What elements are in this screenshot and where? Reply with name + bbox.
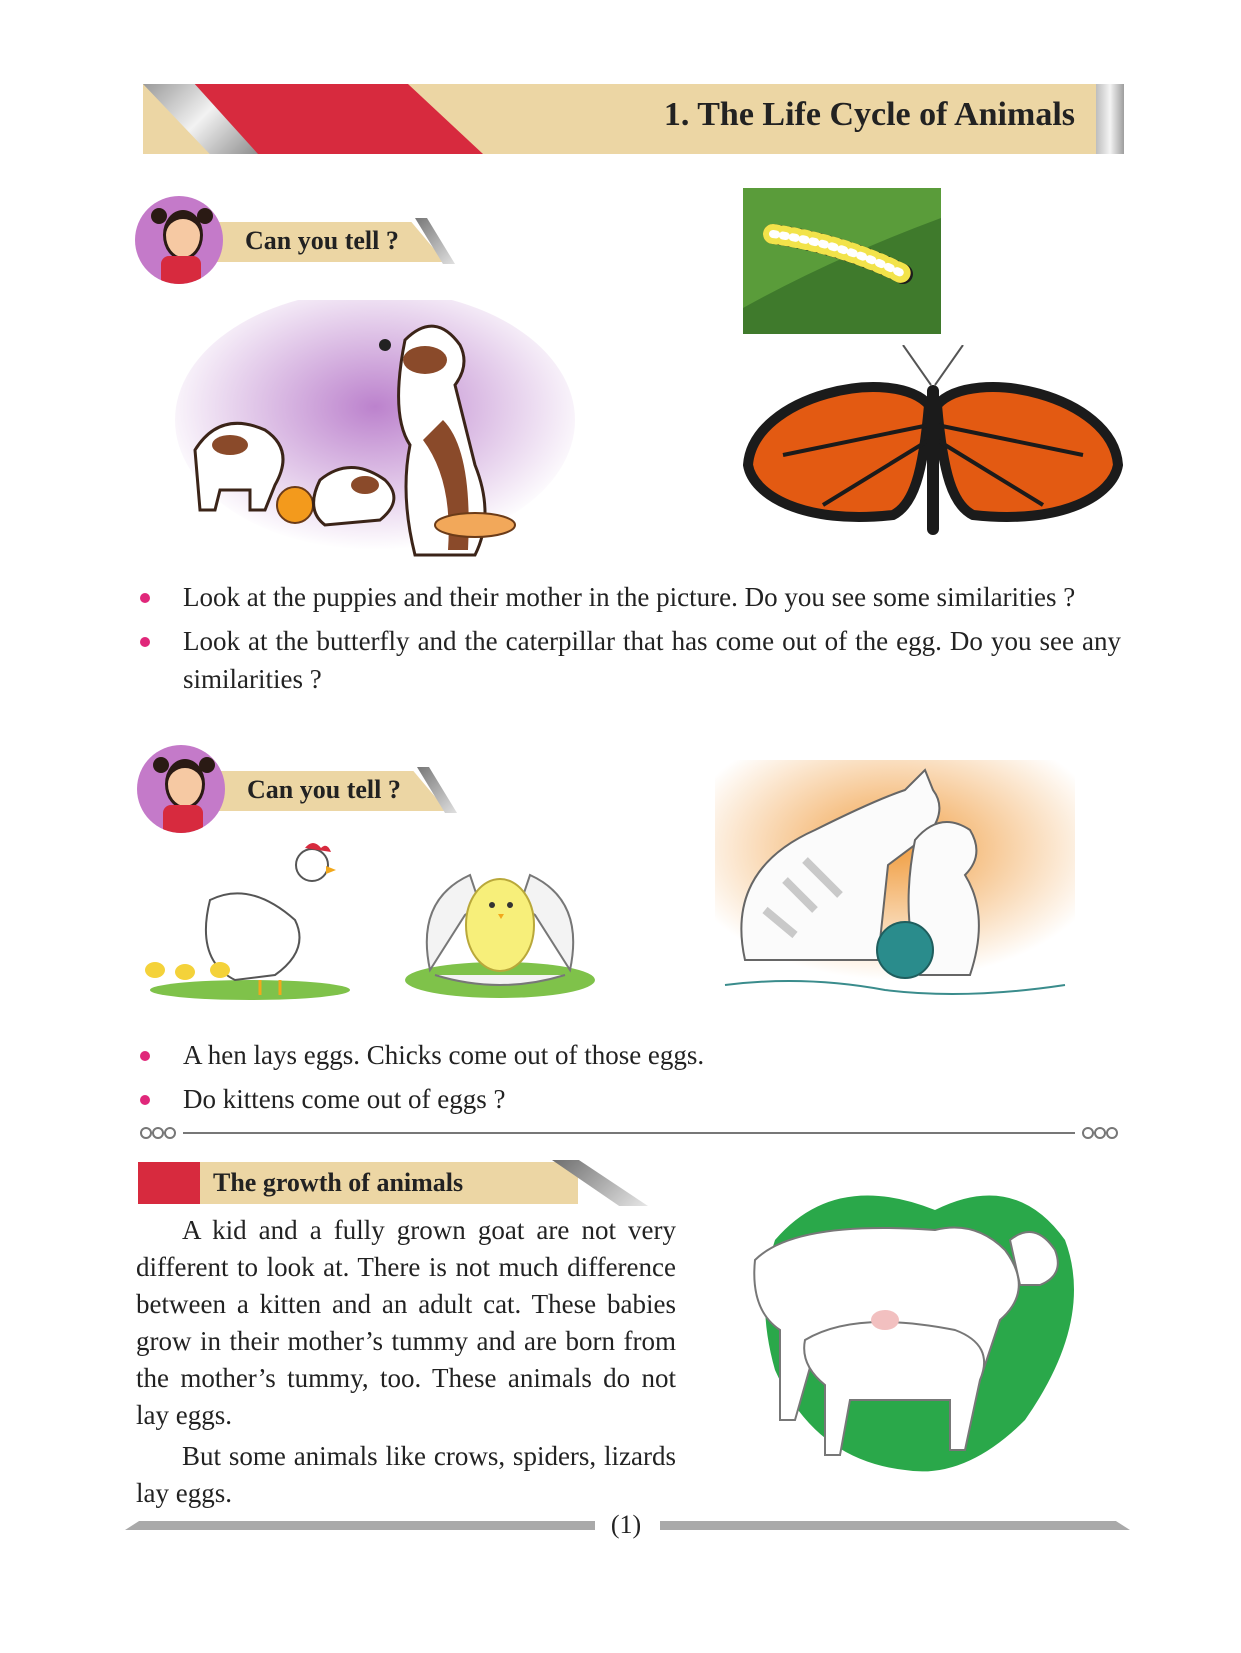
- paragraph: A kid and a fully grown goat are not very different to look at. There is not much difference between a kitten and an adult cat. These babies grow in their mother’s tummy and are born from the mother’s tummy, too. These animals do not lay eggs.: [136, 1215, 676, 1430]
- chick-hatching-illustration: [400, 850, 600, 1005]
- bullet-icon: [140, 1095, 150, 1105]
- badge-label: Can you tell ?: [245, 226, 399, 255]
- cat-and-kitten-illustration: [705, 760, 1085, 1005]
- footer-rule-left: [125, 1521, 595, 1530]
- dog-and-puppies-illustration: [175, 300, 595, 570]
- goat-and-kid-illustration: [735, 1180, 1105, 1480]
- can-you-tell-badge: [137, 741, 467, 831]
- bullet-icon: [140, 593, 150, 603]
- list-item: Look at the puppies and their mother in the picture. Do you see some similarities ?: [135, 578, 1121, 616]
- chapter-title: 1. The Life Cycle of Animals: [663, 96, 1075, 133]
- section-heading-red-block: [138, 1162, 200, 1204]
- badge-label: Can you tell ?: [247, 775, 401, 804]
- bullet-icon: [140, 1051, 150, 1061]
- footer-rule-right: [660, 1521, 1130, 1530]
- caterpillar-photo: [743, 188, 941, 334]
- activity1-bullet-list: [135, 578, 1121, 704]
- girl-mascot-icon: [135, 196, 223, 284]
- section-heading: The growth of animals: [213, 1168, 464, 1197]
- butterfly-photo: [743, 345, 1123, 550]
- list-item: Do kittens come out of eggs ?: [135, 1080, 1121, 1118]
- activity2-bullet-list: [135, 1036, 1121, 1124]
- section-divider: [138, 1126, 1120, 1140]
- hen-and-chicks-illustration: [140, 840, 350, 1005]
- page-number: (1): [610, 1510, 642, 1539]
- paragraph: But some animals like crows, spiders, lizards lay eggs.: [136, 1441, 676, 1508]
- list-item: A hen lays eggs. Chicks come out of those eggs.: [135, 1036, 1121, 1074]
- girl-mascot-icon: [137, 745, 225, 833]
- title-banner-end-cap: [1096, 84, 1124, 154]
- list-item: Look at the butterfly and the caterpillar that has come out of the egg. Do you see any similarities ?: [135, 622, 1121, 698]
- can-you-tell-badge: [135, 192, 465, 282]
- bullet-icon: [140, 637, 150, 647]
